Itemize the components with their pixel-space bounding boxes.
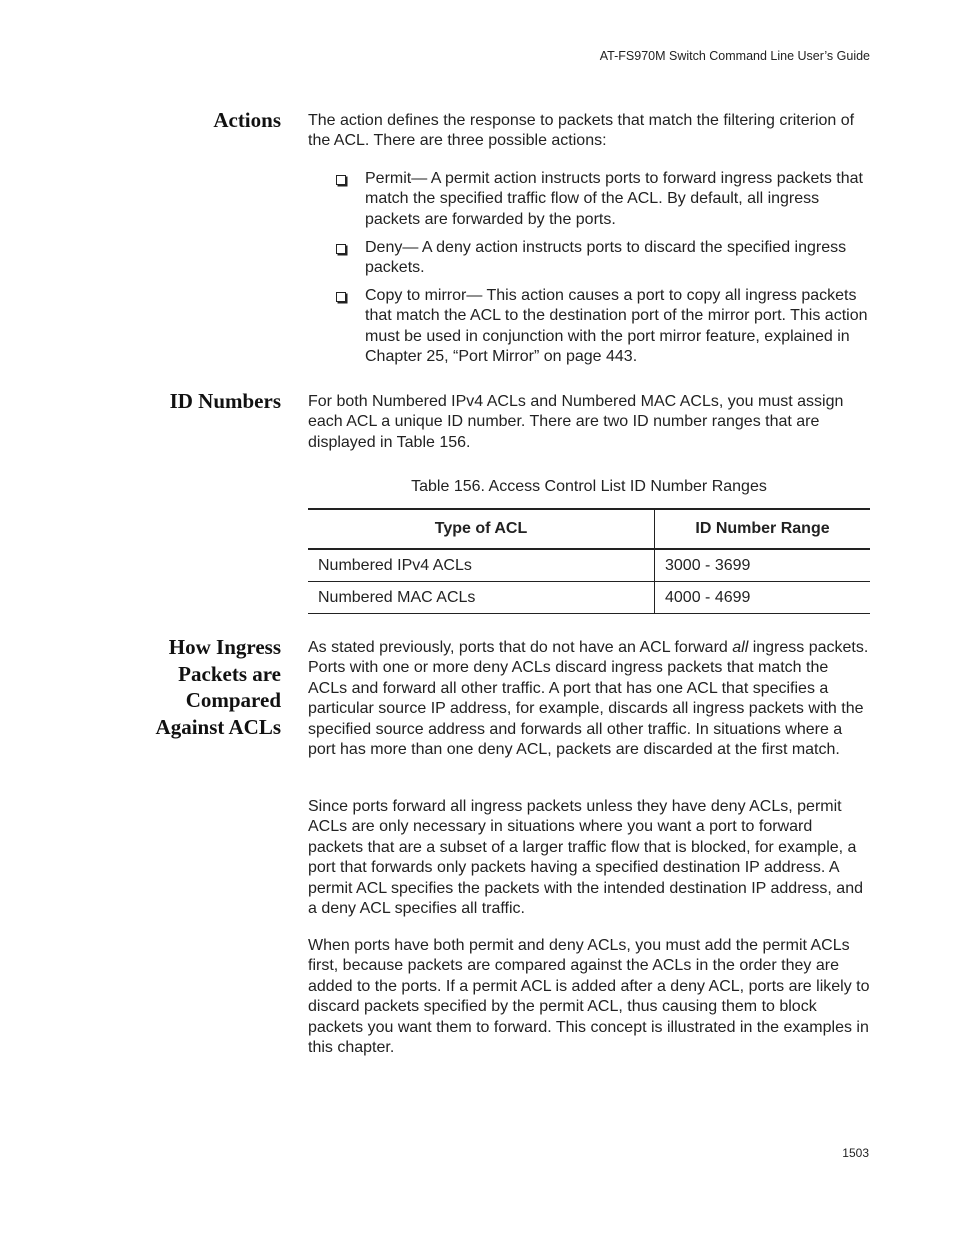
table-cell: 4000 - 4699 [655,582,871,614]
checkbox-bullet-icon [336,244,346,254]
actions-list [336,169,870,375]
ingress-paragraph-1: As stated previously, ports that do not have an ACL forward all ingress packets. Ports with one or more deny ACLs discard ingress packets that match the ACLs and forward all other traffic. A port that has one ACL that specifies a particular source IP address, for example, discards all ingress packets with the specified source address and forwards all other traffic. In situations where a port has more than one deny ACL, packets are discarded at the first match. [308,639,869,759]
table-header-type: Type of ACL [308,509,655,549]
section-heading-id-numbers: ID Numbers [169,389,281,413]
section-heading-ingress: How Ingress Packets are Compared Against ACLs [155,635,281,739]
running-header: AT-FS970M Switch Command Line User’s Guide [599,49,870,63]
table-row [308,582,870,614]
table-caption: Table 156. Access Control List ID Number Ranges [411,478,767,495]
list-item: Permit— A permit action instructs ports to forward ingress packets that match the specified traffic flow of the ACL. By default, all ingress packets are forwarded by the ports. [336,169,870,230]
table-cell: 3000 - 3699 [655,549,871,582]
table-cell: Numbered MAC ACLs [308,582,655,614]
actions-intro: The action defines the response to packets that match the filtering criterion of the ACL. There are three possible actions: [308,112,855,150]
id-numbers-intro: For both Numbered IPv4 ACLs and Numbered MAC ACLs, you must assign each ACL a unique ID number. There are two ID number ranges that are displayed in Table 156. [308,393,844,451]
list-item: Deny— A deny action instructs ports to discard the specified ingress packets. [336,238,870,279]
id-range-table [308,508,870,614]
page-number: 1503 [842,1146,869,1160]
ingress-paragraph-3: When ports have both permit and deny ACLs, you must add the permit ACLs first, because packets are compared against the ACLs in the order they are added to the ports. If a permit ACL is added after a deny ACL, ports are likely to discard packets specified by the permit ACL, thus causing them to block packets you want them to forward. This concept is illustrated in the examples in this chapter. [308,937,870,1057]
section-heading-actions: Actions [213,108,281,132]
table-cell: Numbered IPv4 ACLs [308,549,655,582]
table-header-range: ID Number Range [655,509,871,549]
ingress-paragraph-2: Since ports forward all ingress packets unless they have deny ACLs, permit ACLs are only necessary in situations where you want a port to forward packets that are a subset of a larger traffic flow that is blocked, for example, a port that forwards only packets having a specified destination IP address. A permit ACL specifies the packets with the intended destination IP address, and a deny ACL specifies all traffic. [308,798,863,918]
list-item: Copy to mirror— This action causes a port to copy all ingress packets that match the ACL to the destination port of the mirror port. This action must be used in conjunction with the port mirror feature, explained in Chapter 25, “Port Mirror” on page 443. [336,286,870,368]
checkbox-bullet-icon [336,175,346,185]
table-row [308,549,870,582]
checkbox-bullet-icon [336,292,346,302]
